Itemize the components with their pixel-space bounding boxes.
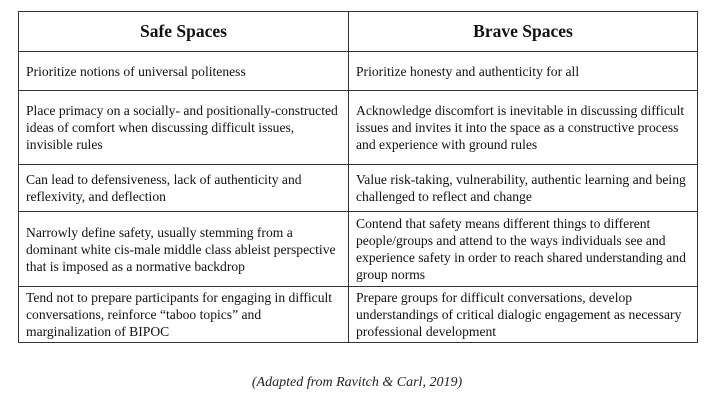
safe-spaces-cell: Prioritize notions of universal politeness — [19, 52, 349, 91]
header-safe-spaces: Safe Spaces — [19, 12, 349, 52]
brave-spaces-cell: Prepare groups for difficult conversations, develop understandings of critical dialogic engagement as necessary professional development — [349, 287, 698, 343]
table-row — [19, 91, 698, 165]
brave-spaces-cell: Prioritize honesty and authenticity for all — [349, 52, 698, 91]
safe-spaces-cell: Place primacy on a socially- and positionally-constructed ideas of comfort when discussing difficult issues, invisible rules — [19, 91, 349, 165]
brave-spaces-cell: Value risk-taking, vulnerability, authentic learning and being challenged to reflect and change — [349, 165, 698, 212]
header-row — [19, 12, 698, 52]
table-caption: (Adapted from Ravitch & Carl, 2019) — [251, 375, 463, 390]
comparison-table — [18, 11, 698, 343]
brave-spaces-cell: Acknowledge discomfort is inevitable in discussing difficult issues and invites it into the space as a constructive process and experience with ground rules — [349, 91, 698, 165]
safe-spaces-cell: Can lead to defensiveness, lack of authenticity and reflexivity, and deflection — [19, 165, 349, 212]
brave-spaces-cell: Contend that safety means different things to different people/groups and attend to the ways individuals see and experience safety in order to reach shared understanding and group norms — [349, 212, 698, 287]
safe-spaces-cell: Tend not to prepare participants for engaging in difficult conversations, reinforce “taboo topics” and marginalization of BIPOC — [19, 287, 349, 343]
safe-spaces-cell: Narrowly define safety, usually stemming from a dominant white cis-male middle class ableist perspective that is imposed as a normative backdrop — [19, 212, 349, 287]
table-row — [19, 287, 698, 343]
table-row — [19, 212, 698, 287]
table-row — [19, 52, 698, 91]
header-brave-spaces: Brave Spaces — [349, 12, 698, 52]
table-row — [19, 165, 698, 212]
